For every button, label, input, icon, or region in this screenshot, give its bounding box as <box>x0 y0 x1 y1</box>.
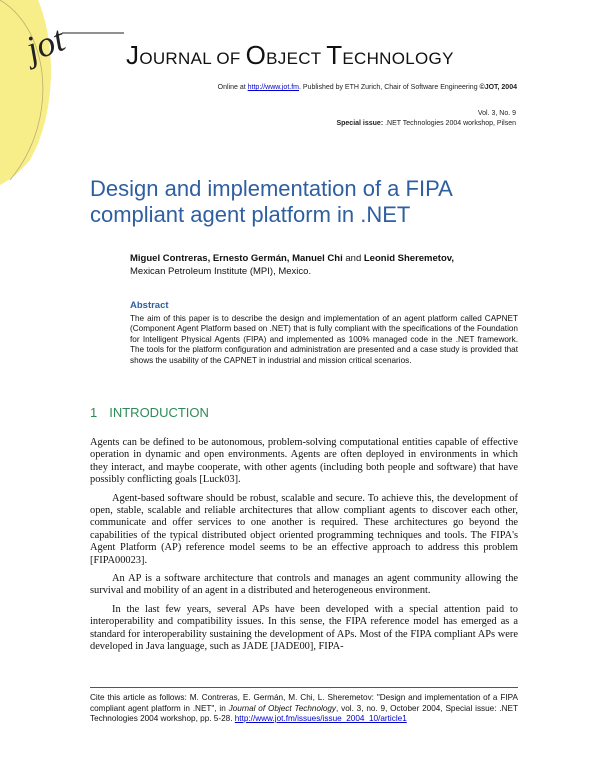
article-link[interactable]: http://www.jot.fm/issues/issue_2004_10/article1 <box>234 714 407 724</box>
special-issue-line: Special issue: .NET Technologies 2004 workshop, Pilsen <box>336 120 516 127</box>
section-title: INTRODUCTION <box>109 405 209 420</box>
logo-text: jot <box>20 18 70 70</box>
body-text <box>90 437 518 660</box>
affiliation: Mexican Petroleum Institute (MPI), Mexico. <box>130 266 312 277</box>
paragraph: Agent-based software should be robust, scalable and secure. To achieve this, the development of open, stable, scalable and reliable architectures that allow compliant agents to discover each other, communicate and offer services to one another is required. These architectures go beyond the capabilities of the typical distributed object oriented programming techniques and tools. The FIPA's Agent Platform (AP) reference model seems to be an effective approach to address this problem [FIPA00023]. <box>90 492 518 566</box>
journal-title: JOURNAL OF OBJECT TECHNOLOGY <box>126 40 454 70</box>
paragraph: In the last few years, several APs have been developed with a special attention paid to interoperability and compatibility issues. In this sense, the FIPA reference model has emerged as a standard for interoperability sustaining the development of APs. Most of the FIPA compliant APs were developed in Java language, such as JADE [JADE00], FIPA- <box>90 603 518 653</box>
volume-line: Vol. 3, No. 9 <box>477 110 516 117</box>
abstract-text: The aim of this paper is to describe the design and implementation of an agent platform called CAPNET (Component Agent Platform based on .NET) that is fully compliant with the specifications of the Foundation for Intelligent Physical Agents (FIPA) and implemented as 100% managed code in the .NET framework. The tools for the platform configuration and administration are presented and a case study is provided that shows the usability of the CAPNET in industrial and mission critical scenarios. <box>130 314 518 365</box>
jot-logo <box>0 0 130 190</box>
paper-title: Design and implementation of a FIPA compliant agent platform in .NET <box>90 176 452 227</box>
section-number: 1 <box>90 405 98 420</box>
publication-line: Online at http://www.jot.fm. Published by ETH Zurich, Chair of Software Engineering ©JOT, 2004 <box>217 84 517 91</box>
citation-footer: Cite this article as follows: M. Contreras, E. Germán, M. Chi, L. Sheremetov: "Design and implementation of a FIPA compliant agent platform in .NET", in Journal of Object Technology, vol. 3, no. 9, October 2004, Special issue: .NET Technologies 2004 workshop, pp. 5-28. http://www.jot.fm/issues/issue_2004_10/article1 <box>90 693 518 724</box>
paragraph: Agents can be defined to be autonomous, problem-solving computational entities capable of effective operation in dynamic and open environments. Agents are often deployed in environments in which they interact, and maybe cooperate, with other agents (including both people and software) that have possibly conflicting goals [Luck03]. <box>90 437 518 486</box>
journal-link[interactable]: http://www.jot.fm <box>247 84 299 91</box>
paragraph: An AP is a software architecture that controls and manages an agent community allowing the survival and mobility of an agent in a distributed and heterogeneous environment. <box>90 573 518 597</box>
authors: Miguel Contreras, Ernesto Germán, Manuel Chi and Leonid Sheremetov, Mexican Petroleum Institute (MPI), Mexico. <box>130 253 454 277</box>
abstract-heading: Abstract <box>130 300 169 311</box>
footer-divider <box>90 687 518 688</box>
section-heading <box>90 405 221 420</box>
